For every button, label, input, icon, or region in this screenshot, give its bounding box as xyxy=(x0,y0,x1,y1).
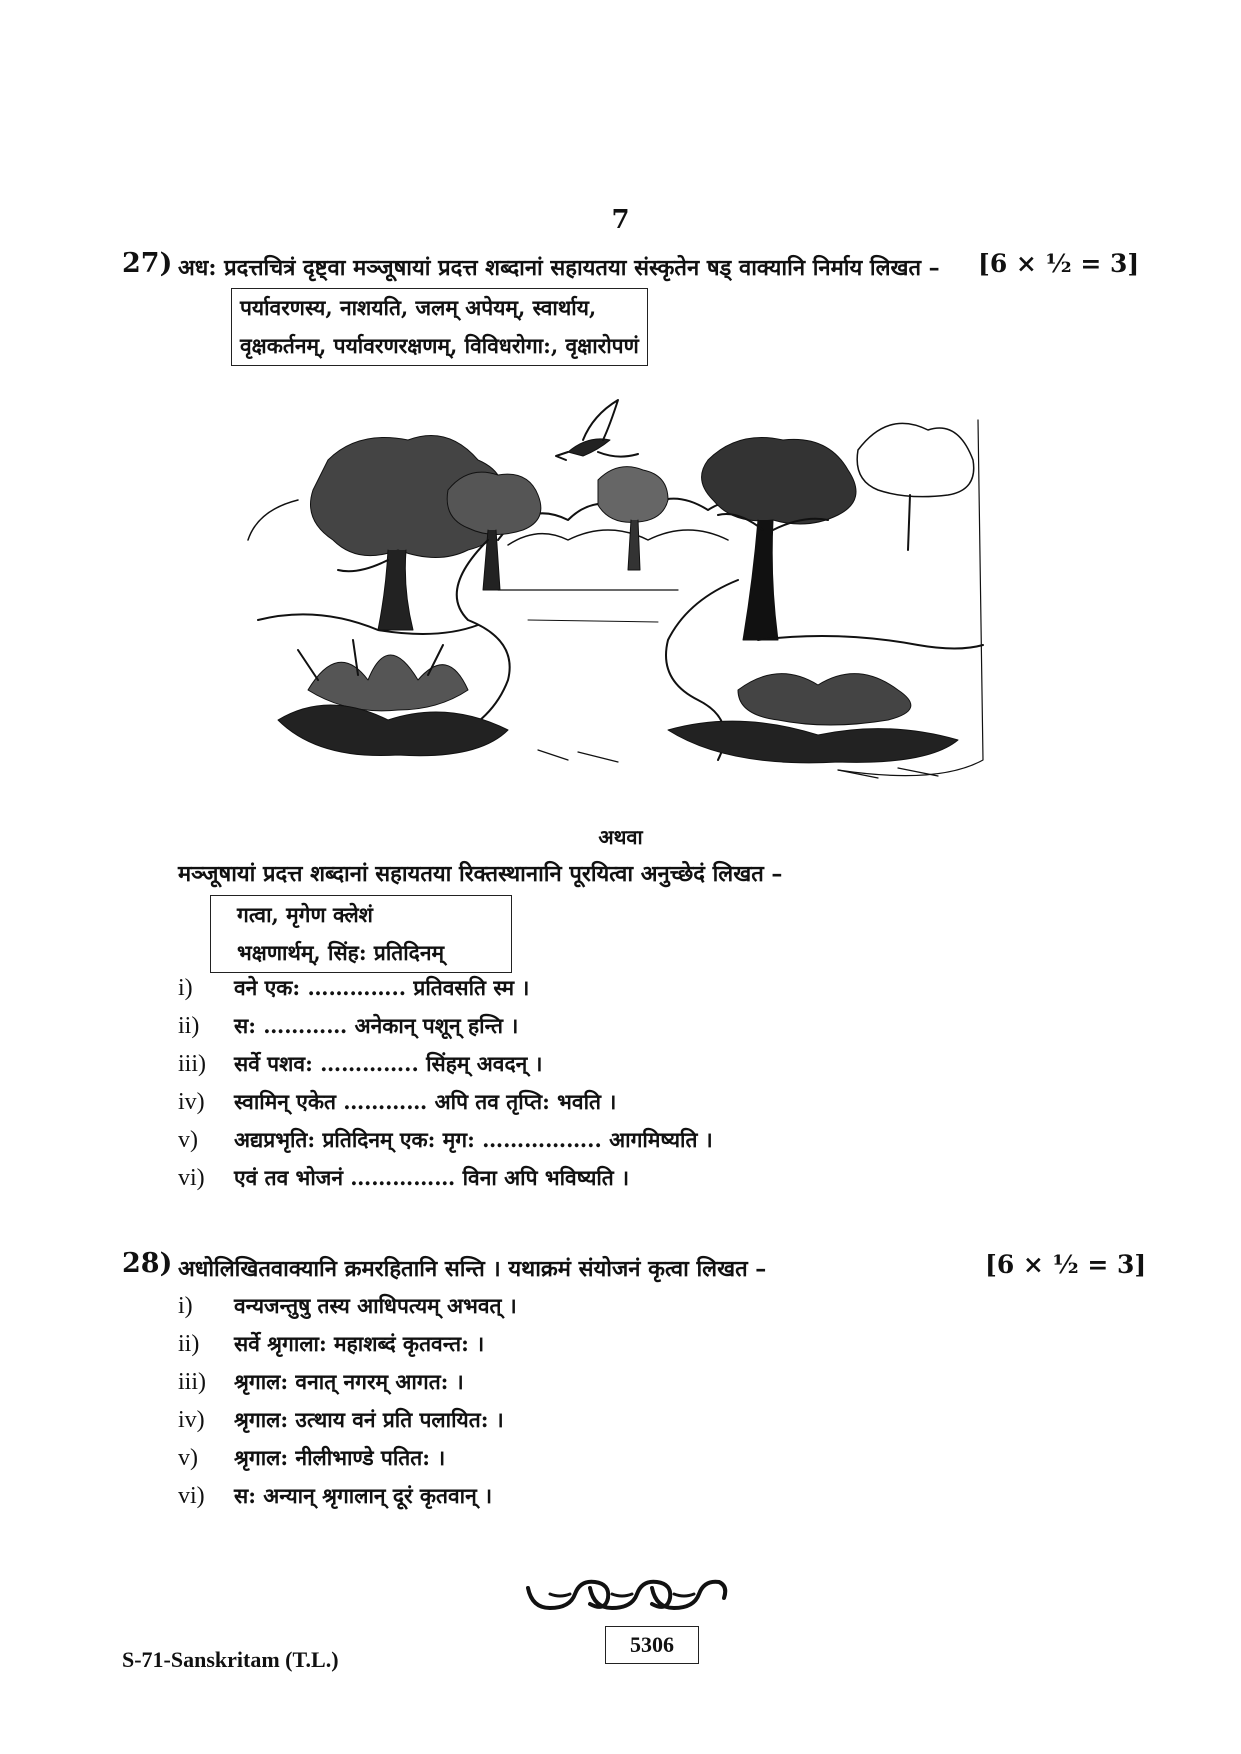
list-item: i) वने एक: ………….. प्रतिवसति स्म । xyxy=(178,975,530,1001)
q28-instruction: अधोलिखितवाक्यानि क्रमरहितानि सन्ति । यथाक्रमं संयोजनं कृत्वा लिखत – xyxy=(178,1256,767,1282)
or-label: अथवा xyxy=(598,825,643,849)
list-item: ii) सर्वे श्रृगाला: महाशब्दं कृतवन्त: । xyxy=(178,1331,485,1357)
q27-marks: [6 × ½ = 3] xyxy=(978,249,1140,278)
list-item: iii) सर्वे पशव: ………….. सिंहम् अवदन् । xyxy=(178,1051,543,1077)
word-box-line: पर्यावरणस्य, नाशयति, जलम् अपेयम्, स्वार्थाय, xyxy=(240,295,597,320)
q28-number: 28) xyxy=(122,1248,173,1279)
q27-alt-instruction: मञ्जूषायां प्रदत्त शब्दानां सहायतया रिक्तस्थानानि पूरयित्वा अनुच्छेदं लिखत – xyxy=(178,861,783,887)
q27-number: 27) xyxy=(122,248,173,279)
paper-code: S-71-Sanskritam (T.L.) xyxy=(122,1647,339,1672)
q27-alt-word-box xyxy=(210,895,512,973)
word-box-line: भक्षणार्थम्, सिंह: प्रतिदिनम् xyxy=(237,940,445,965)
q28-marks: [6 × ½ = 3] xyxy=(985,1250,1147,1279)
word-box-line: वृक्षकर्तनम्, पर्यावरणरक्षणम्, विविधरोगा:, वृक्षारोपणं xyxy=(240,333,639,358)
list-item: v) अद्यप्रभृति: प्रतिदिनम् एक: मृग: …………….. आगमिष्यति । xyxy=(178,1127,713,1153)
tree-icon xyxy=(598,467,668,570)
list-item: vi) एवं तव भोजनं …………… विना अपि भविष्यति । xyxy=(178,1165,630,1191)
list-item: vi) स: अन्यान् श्रृगालान् दूरं कृतवान् । xyxy=(178,1483,493,1509)
tree-icon xyxy=(311,436,503,631)
list-item: v) श्रृगाल: नीलीभाण्डे पतित: । xyxy=(178,1445,446,1471)
word-box-line: गत्वा, मृगेण क्लेशं xyxy=(237,902,373,927)
list-item: iv) स्वामिन् एकेत ………… अपि तव तृप्ति: भवति । xyxy=(178,1089,617,1115)
list-item: ii) स: ………… अनेकान् पशून् हन्ति । xyxy=(178,1013,519,1039)
page-code-box: 5306 xyxy=(605,1626,699,1664)
bird-icon xyxy=(556,400,638,460)
list-item: iv) श्रृगाल: उत्थाय वनं प्रति पलायित: । xyxy=(178,1407,504,1433)
q27-word-box xyxy=(231,288,648,366)
q27-instruction: अध: प्रदत्तचित्रं दृष्ट्वा मञ्जूषायां प्रदत्त शब्दानां सहायतया संस्कृतेन षड् वाक्यानि निर्माय लिखत – xyxy=(178,255,940,281)
list-item: iii) श्रृगाल: वनात् नगरम् आगत: । xyxy=(178,1369,464,1395)
plant-icon xyxy=(278,640,508,756)
plant-icon xyxy=(668,674,958,763)
landscape-illustration xyxy=(238,390,995,790)
ornament-flourish-icon xyxy=(520,1568,730,1620)
page-number: 7 xyxy=(611,205,630,235)
list-item: i) वन्यजन्तुषु तस्य आधिपत्यम् अभवत् । xyxy=(178,1293,517,1319)
